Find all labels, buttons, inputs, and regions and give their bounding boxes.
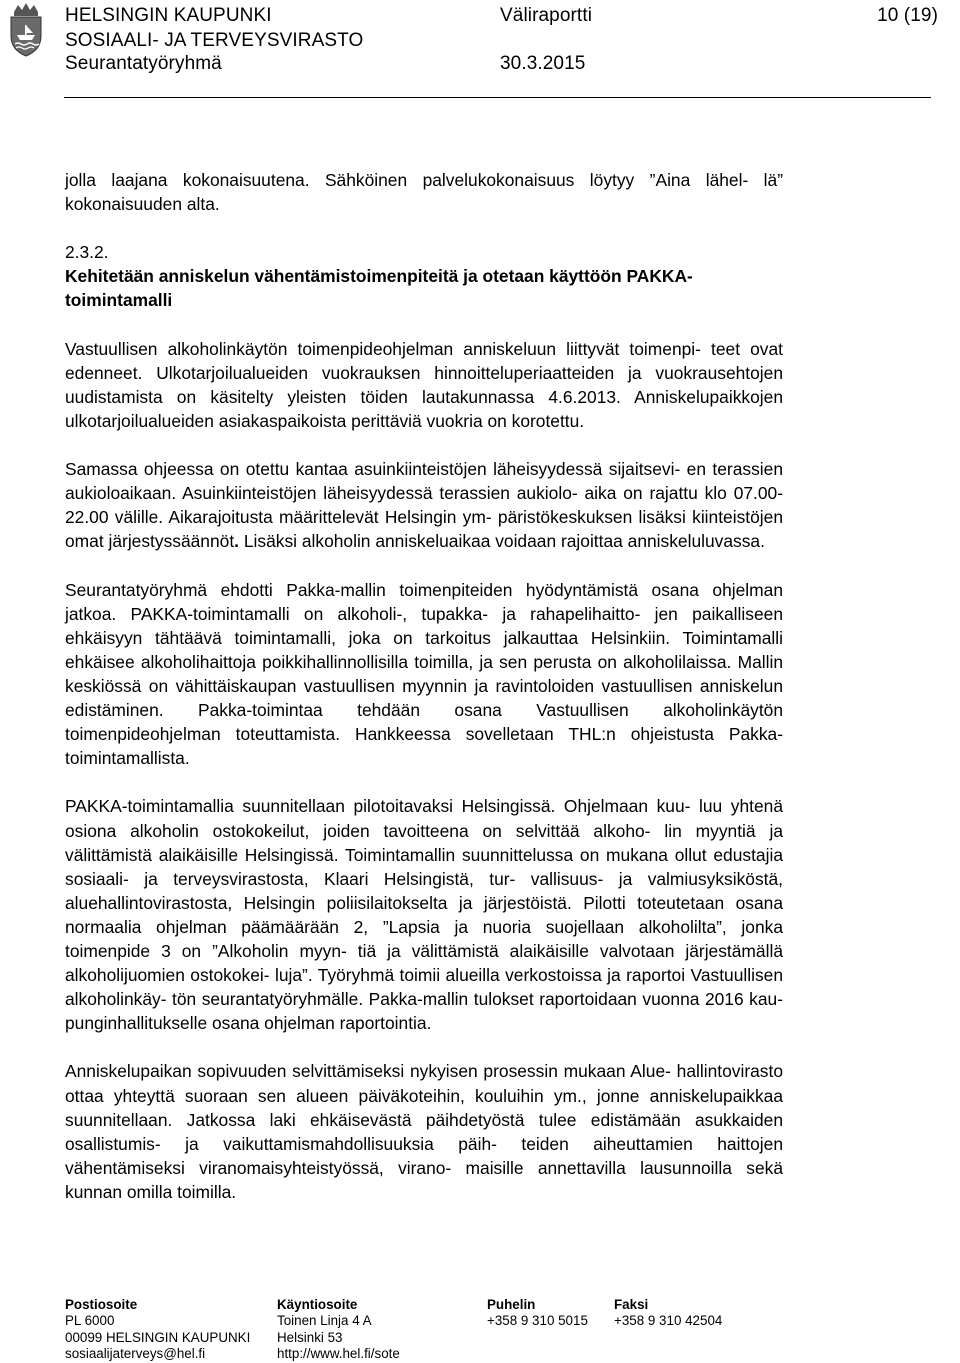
paragraph-opening-hours-text-b: Lisäksi alkoholin anniskeluaikaa voidaan rajoittaa anniskeluluvassa.	[239, 531, 765, 552]
document-type: Väliraportti	[500, 5, 593, 26]
footer-phone-number: +358 9 310 5015	[487, 1313, 588, 1329]
footer-fax	[614, 1297, 722, 1330]
footer-visiting-city: Helsinki 53	[277, 1329, 343, 1345]
helsinki-coat-of-arms-icon	[6, 2, 46, 58]
footer-postal-address	[65, 1297, 250, 1363]
paragraph-opening-hours-text-a: Samassa ohjeessa on otettu kantaa asuinkiinteistöjen läheisyydessä sijaitsevi- en terassien aukioloaikaan. Asuinkiinteistöjen läheisyydessä terassien aukiolo- aika on rajattu klo 07.00-22.00 välille. Aikarajoitusta määrittelevät Helsingin ym- päristökeskuksen lisäksi kiinteistöjen omat järjestyssäännöt	[65, 459, 783, 552]
footer-fax-label: Faksi	[614, 1297, 649, 1312]
footer-email: sosiaalijaterveys@hel.fi	[65, 1346, 206, 1362]
page-number: 10 (19)	[877, 5, 938, 26]
paragraph-pakka-intro: Seurantatyöryhmä ehdotti Pakka-mallin toimenpiteiden hyödyntämistä osana ohjelman jatkoa. PAKKA-toimintamalli on alkoholi-, tupakka- ja rahapelihaitto- jen paikalliseen ehkäisyyn tähtäävä toimintamalli, joka on tarkoitus jalkauttaa Helsinkiin. Toimintamalli ehkäisee alkoholihaittoja poikkihallinnollisilla toimilla, ja sen perusta on alkoholilaissa. Mallin keskiössä on vähittäiskaupan vastuullisen myynnin ja ravintoloiden vastuullisen anniskelun edistäminen. Pakka-toimintaa tehdään osana Vastuullisen alkoholinkäytön toimenpideohjelman toteuttamista. Hankkeessa sovelletaan THL:n ohjeistusta Pakka-toimintamallista.	[65, 579, 783, 769]
footer-postal-label: Postiosoite	[65, 1297, 138, 1312]
section-heading-text: Kehitetään anniskelun vähentämistoimenpiteitä ja otetaan käyttöön PAKKA-toimintamalli	[65, 266, 693, 311]
footer-visiting-address	[277, 1297, 400, 1363]
section-number: 2.3.2.	[65, 242, 109, 263]
paragraph-measures: Vastuullisen alkoholinkäytön toimenpideohjelman anniskeluun liittyvät toimenpi- teet ovat edenneet. Ulkotarjoilualueiden vuokrauksen hinnoitteluperiaatteiden ja vuokrausehtojen uudistamista on käsitelty yleisten töiden lautakunnassa 4.6.2013. Anniskelupaikkojen ulkotarjoilualueiden asiakaspaikoista perittäviä vuokria on korotettu.	[65, 338, 783, 431]
paragraph-suitability: Anniskelupaikan sopivuuden selvittämiseksi nykyisen prosessin mukaan Alue- hallintovirasto ottaa yhteyttä suoraan sen alueen päiväkoteihin, kouluihin ym., jonne anniskelupaikkaa suunnitellaan. Jatkossa laki ehkäisevästä päihdetyöstä tulee edistämään asukkaiden osallistumis- ja vaikuttamismahdollisuuksia päih- teiden aiheuttamien haittojen vähentämiseksi viranomaisyhteistyössä, virano- maisille annettavilla lausunnoilla sekä kunnan omilla toimilla.	[65, 1061, 783, 1202]
working-group-name: Seurantatyöryhmä	[65, 53, 222, 74]
department-name: SOSIAALI- JA TERVEYSVIRASTO	[65, 30, 364, 51]
bold-period: .	[234, 531, 240, 552]
footer-website: http://www.hel.fi/sote	[277, 1346, 400, 1362]
paragraph-opening-hours	[65, 457, 783, 553]
footer-phone	[487, 1297, 588, 1330]
footer-phone-label: Puhelin	[487, 1297, 536, 1312]
document-body	[65, 168, 783, 1228]
footer-visiting-label: Käyntiosoite	[277, 1297, 358, 1312]
footer-postal-city: 00099 HELSINGIN KAUPUNKI	[65, 1329, 251, 1345]
header-divider	[64, 97, 931, 98]
organization-name: HELSINGIN KAUPUNKI	[65, 5, 272, 26]
footer-fax-number: +358 9 310 42504	[614, 1313, 723, 1329]
footer-visiting-street: Toinen Linja 4 A	[277, 1313, 372, 1329]
paragraph-pakka-pilot: PAKKA-toimintamallia suunnitellaan pilotoitavaksi Helsingissä. Ohjelmaan kuu- luu yhtenä osiona alkoholin ostokokeilut, joiden tavoitteena on selvittää alkoho- lin myyntiä ja välittämistä alaikäisille Helsingissä. Toimintamallin suunnittelussa on mukana ollut edustajia sosiaali- ja terveysvirastosta, Klaari Helsingistä, tur- vallisuus- ja valmiusyksiköstä, aluehallintovirastosta, Helsingin poliisilaitokselta ja järjestöistä. Pilotti toteutetaan osana normaalia ohjelman päämäärään 2, ”Lapsia ja nuoria suojellaan alkoholilta”, jonka toimenpide 3 on ”Alkoholin myyn- tiä ja välittämistä alaikäisille valvotaan järjestämällä alkoholijuomien ostokokei- luja”. Työryhmä toimii alueilla verkostoissa ja raportoi Vastuullisen alkoholinkäy- tön seurantatyöryhmälle. Pakka-mallin tulokset raportoidaan vuonna 2016 kau- punginhallitukselle osana ohjelman raportointia.	[65, 796, 783, 1034]
footer-postal-box: PL 6000	[65, 1313, 115, 1329]
document-date: 30.3.2015	[500, 53, 586, 74]
paragraph-continuation: jolla laajana kokonaisuutena. Sähköinen palvelukokonaisuus löytyy ”Aina lähel- lä” kokonaisuuden alta.	[65, 170, 783, 215]
section-heading	[65, 264, 783, 312]
